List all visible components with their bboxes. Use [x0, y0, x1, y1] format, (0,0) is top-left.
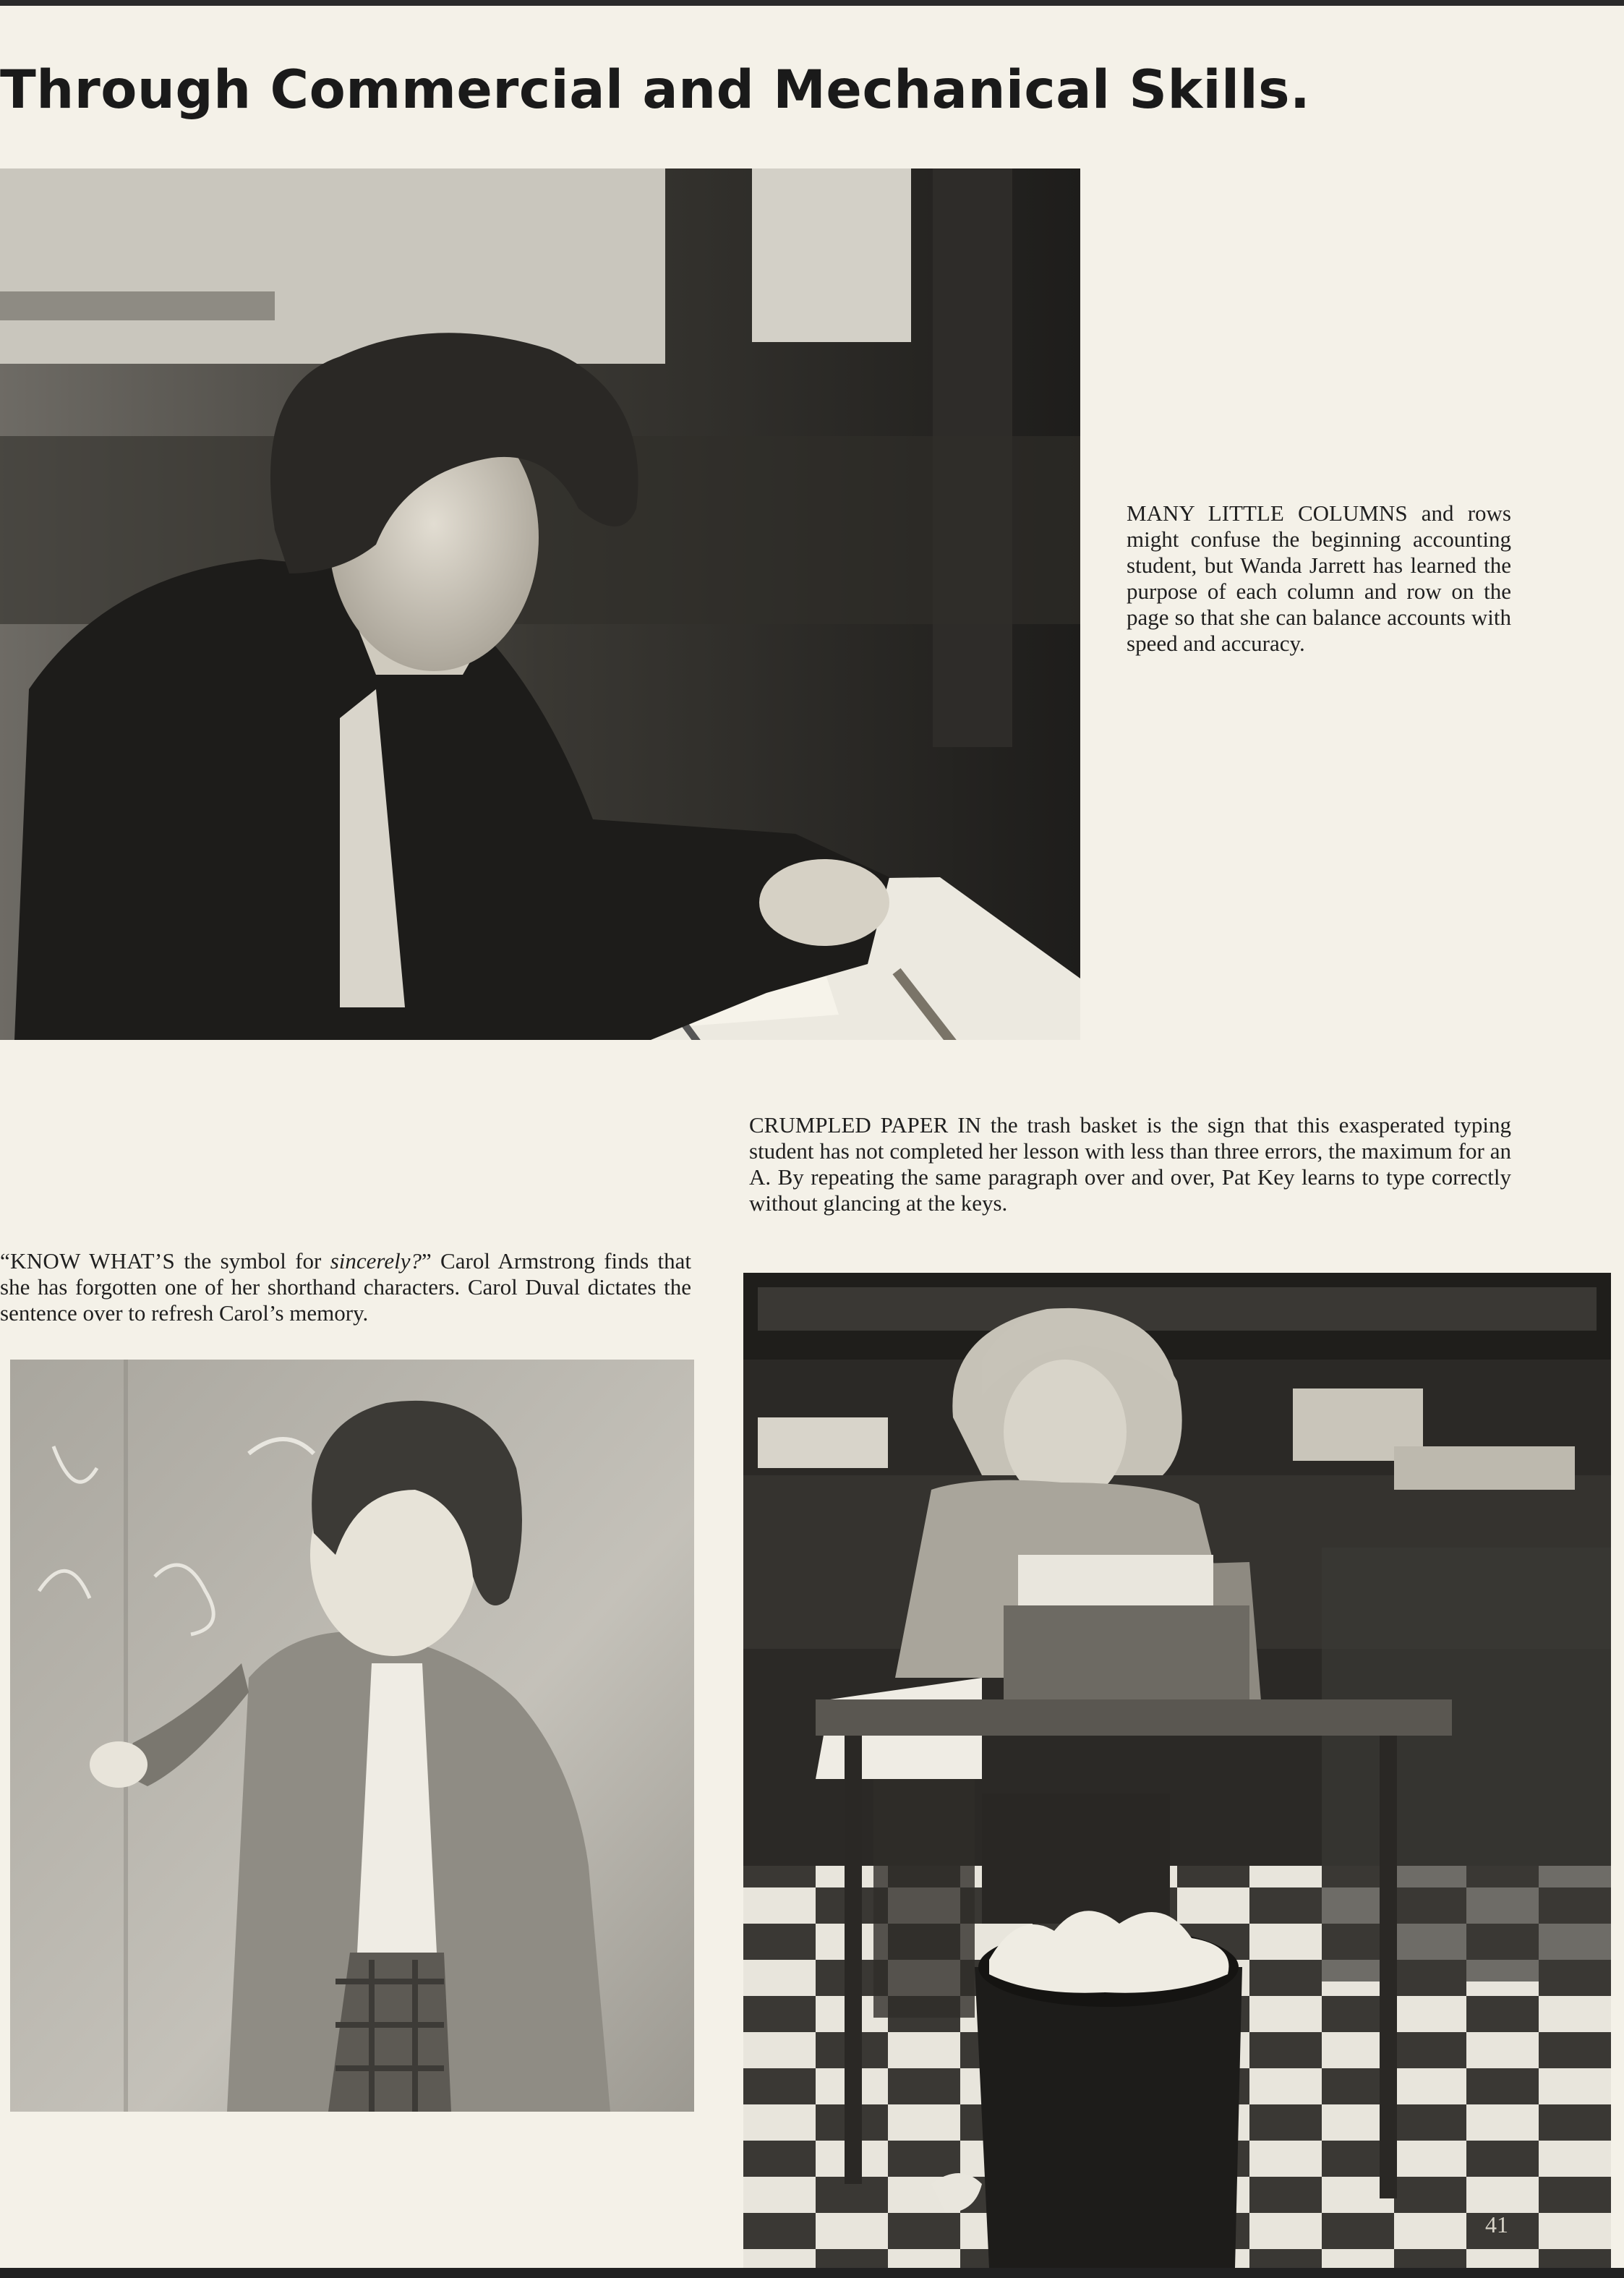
page-number: 41 [1485, 2211, 1508, 2238]
accounting-photo [0, 168, 1080, 1040]
typing-caption: CRUMPLED PAPER IN the trash basket is the sign that this exasperated typing student has not completed her lesson with less than three errors, the maximum for an A. By repeating the same paragraph over and over, Pat Key learns to type correctly without glancing at the keys. [749, 1112, 1511, 1216]
shorthand-photo-illustration [10, 1360, 694, 2112]
accounting-caption: MANY LITTLE COLUMNS and rows might confuse the beginning accounting student, but Wanda Jarrett has learned the purpose of each column and row on the page so that she can balance accounts with speed and accuracy. [1127, 500, 1511, 656]
page-headline: Through Commercial and Mechanical Skills. [0, 59, 1311, 121]
shorthand-caption-emphasis: sincerely? [330, 1248, 422, 1274]
typing-photo [743, 1273, 1611, 2268]
shorthand-caption [0, 1248, 691, 1326]
typing-photo-illustration [743, 1273, 1611, 2268]
accounting-photo-illustration [0, 168, 1080, 1040]
page-top-edge [0, 0, 1624, 6]
shorthand-caption-pre: the symbol for [175, 1248, 330, 1274]
shorthand-caption-lead: “KNOW WHAT’S [0, 1248, 176, 1274]
page-bottom-edge [0, 2268, 1624, 2278]
shorthand-photo [10, 1360, 694, 2112]
shorthand-caption-post: ” Carol Armstrong finds that she has forgotten one of her shorthand characters. Carol Duval dictates the sentence over to refresh Carol’s memory. [0, 1248, 692, 1326]
